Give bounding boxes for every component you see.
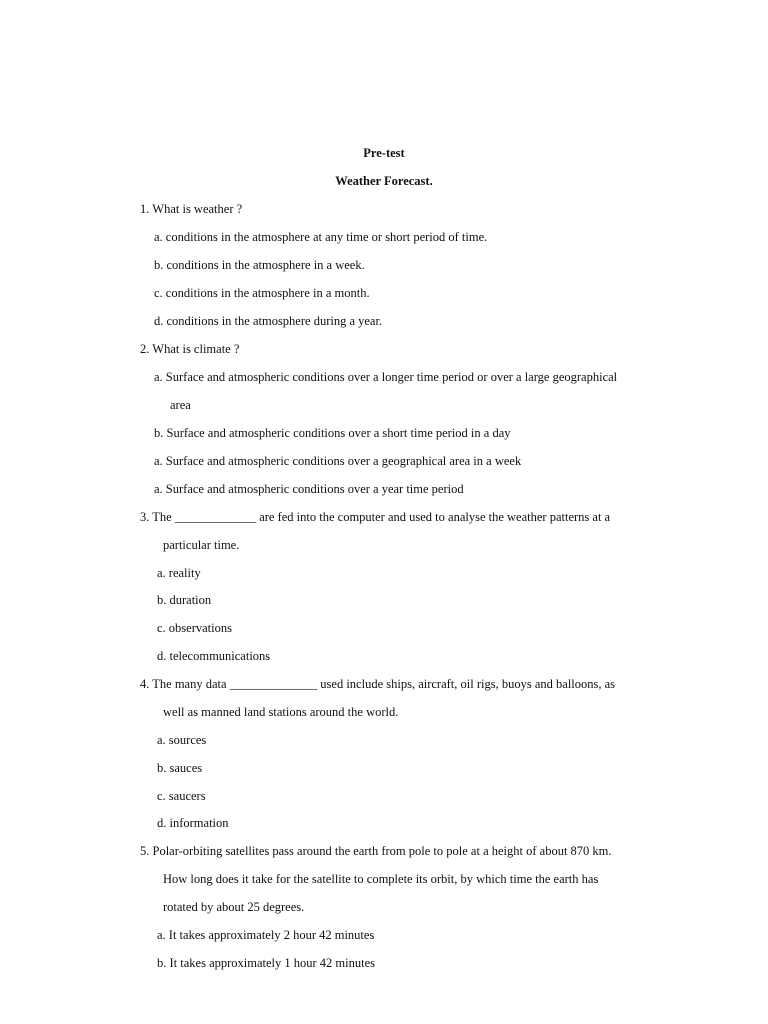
question-5: 5. Polar-orbiting satellites pass around the earth from pole to pole at a height of about 870 km. — [140, 844, 612, 858]
q4-option-a: a. sources — [157, 733, 207, 747]
q1-option-c: c. conditions in the atmosphere in a month. — [154, 286, 370, 300]
question-3: 3. The _____________ are fed into the computer and used to analyse the weather patterns at a — [140, 510, 611, 524]
q2-option-a2: a. Surface and atmospheric conditions over a geographical area in a week — [154, 454, 522, 468]
q1-option-b: b. conditions in the atmosphere in a week. — [154, 258, 365, 272]
q2-option-a1: a. Surface and atmospheric conditions over a longer time period or over a large geographical — [154, 370, 618, 384]
q3-option-c: c. observations — [157, 621, 232, 635]
q2-option-b: b. Surface and atmospheric conditions over a short time period in a day — [154, 426, 511, 440]
question-4: 4. The many data ______________ used include ships, aircraft, oil rigs, buoys and balloons, as — [140, 677, 616, 691]
question-4-continued: well as manned land stations around the world. — [163, 705, 399, 719]
q2-option-a3: a. Surface and atmospheric conditions over a year time period — [154, 482, 464, 496]
q2-option-a1-continued: area — [170, 398, 191, 412]
page-subtitle: Weather Forecast. — [335, 174, 433, 188]
q3-option-a: a. reality — [157, 566, 201, 580]
question-1: 1. What is weather ? — [140, 202, 243, 216]
q3-option-d: d. telecommunications — [157, 649, 271, 663]
q4-option-d: d. information — [157, 816, 229, 830]
q5-option-b: b. It takes approximately 1 hour 42 minutes — [157, 956, 376, 970]
q1-option-d: d. conditions in the atmosphere during a year. — [154, 314, 383, 328]
q4-option-c: c. saucers — [157, 789, 206, 803]
question-2: 2. What is climate ? — [140, 342, 240, 356]
question-5-continued-2: rotated by about 25 degrees. — [163, 900, 305, 914]
question-5-continued-1: How long does it take for the satellite to complete its orbit, by which time the earth has — [163, 872, 599, 886]
question-3-continued: particular time. — [163, 538, 240, 552]
q4-option-b: b. sauces — [157, 761, 203, 775]
q3-option-b: b. duration — [157, 593, 212, 607]
page-title: Pre-test — [363, 146, 405, 160]
q5-option-a: a. It takes approximately 2 hour 42 minutes — [157, 928, 375, 942]
q1-option-a: a. conditions in the atmosphere at any time or short period of time. — [154, 230, 488, 244]
